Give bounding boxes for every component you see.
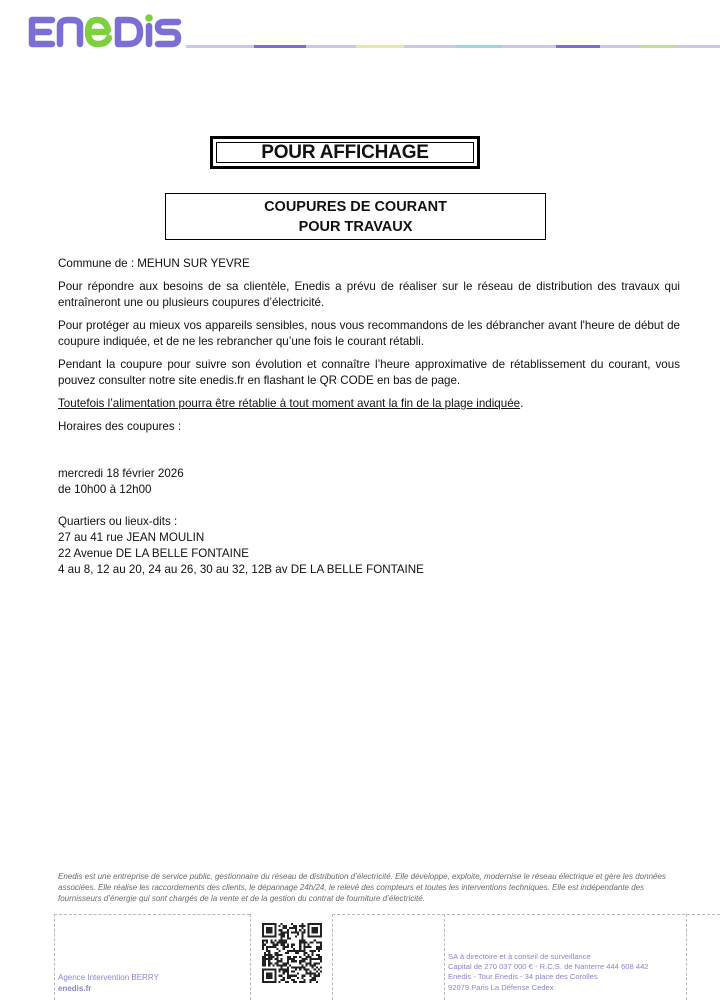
commune-line: Commune de : MEHUN SUR YEVRE <box>58 257 250 270</box>
header-box <box>210 136 480 169</box>
enedis-logo <box>22 10 182 54</box>
company-line: Enedis - Tour Enedis - 34 place des Corolles <box>448 972 598 982</box>
notice-header: POUR AFFICHAGE <box>261 141 429 163</box>
footer-divider <box>332 914 333 1000</box>
footer-divider <box>54 914 55 1000</box>
footer-divider <box>686 914 687 1000</box>
subtitle-line-2: POUR TRAVAUX <box>298 218 413 235</box>
places-label: Quartiers ou lieux-dits : <box>58 515 178 528</box>
qr-code[interactable] <box>262 923 322 983</box>
footer-divider <box>250 914 251 1000</box>
company-line: 92079 Paris La Défense Cedex <box>448 982 554 992</box>
outage-date: mercredi 18 février 2026 <box>58 467 184 480</box>
paragraph-qr: Pendant la coupure pour suivre son évolution et connaître l’heure approximative de rétablissement du courant, vous pouvez consulter notre site enedis.fr en flashant le QR CODE en bas de page. <box>58 358 680 387</box>
footer-divider <box>444 914 445 1000</box>
warning-period: . <box>520 397 524 410</box>
website-link[interactable]: enedis.fr <box>58 984 92 993</box>
subtitle-line-1: COUPURES DE COURANT <box>264 198 447 215</box>
paragraph-works: Pour répondre aux besoins de sa clientèle, Enedis a prévu de réaliser sur le réseau de distribution des travaux qui entraîneront une ou plusieurs coupures d’électricité. <box>58 280 680 309</box>
legal-notice: Enedis est une entreprise de service public, gestionnaire du réseau de distribution d’électricité. Elle développe, exploite, modernise le réseau électrique et gère les données associées. Elle réalise les raccordements des clients, le dépannage 24h/24, le relevé des compteurs et toutes les interventions techniques. Elle est indépendante des fournisseurs d’énergie qui sont chargés de la vente et de la gestion du contrat de fourniture d’électricité. <box>58 872 666 903</box>
footer-divider <box>332 914 720 915</box>
company-info <box>448 952 649 993</box>
schedule-label: Horaires des coupures : <box>58 420 182 433</box>
agency-block <box>58 972 159 994</box>
warning-text: Toutefois l’alimentation pourra être rétablie à tout moment avant la fin de la plage indiquée <box>58 397 521 410</box>
company-line: Capital de 270 037 000 € - R.C.S. de Nanterre 444 608 442 <box>448 962 649 972</box>
paragraph-devices: Pour protéger au mieux vos appareils sensibles, nous vous recommandons de les débrancher avant l'heure de début de coupure indiquée, et de ne les rebrancher qu’une fois le courant rétabli. <box>58 319 680 348</box>
company-line: SA à directoire et à conseil de surveillance <box>448 952 591 961</box>
subtitle-box <box>165 193 546 240</box>
place-item: 27 au 41 rue JEAN MOULIN <box>58 531 205 544</box>
agency-name: Agence Intervention BERRY <box>58 973 159 982</box>
outage-time: de 10h00 à 12h00 <box>58 483 152 496</box>
paragraph-warning <box>58 396 680 412</box>
place-item: 22 Avenue DE LA BELLE FONTAINE <box>58 547 249 560</box>
header-rule <box>186 45 720 48</box>
notice-body <box>58 256 680 578</box>
place-item: 4 au 8, 12 au 20, 24 au 26, 30 au 32, 12B av DE LA BELLE FONTAINE <box>58 563 424 576</box>
footer-divider <box>54 914 250 915</box>
